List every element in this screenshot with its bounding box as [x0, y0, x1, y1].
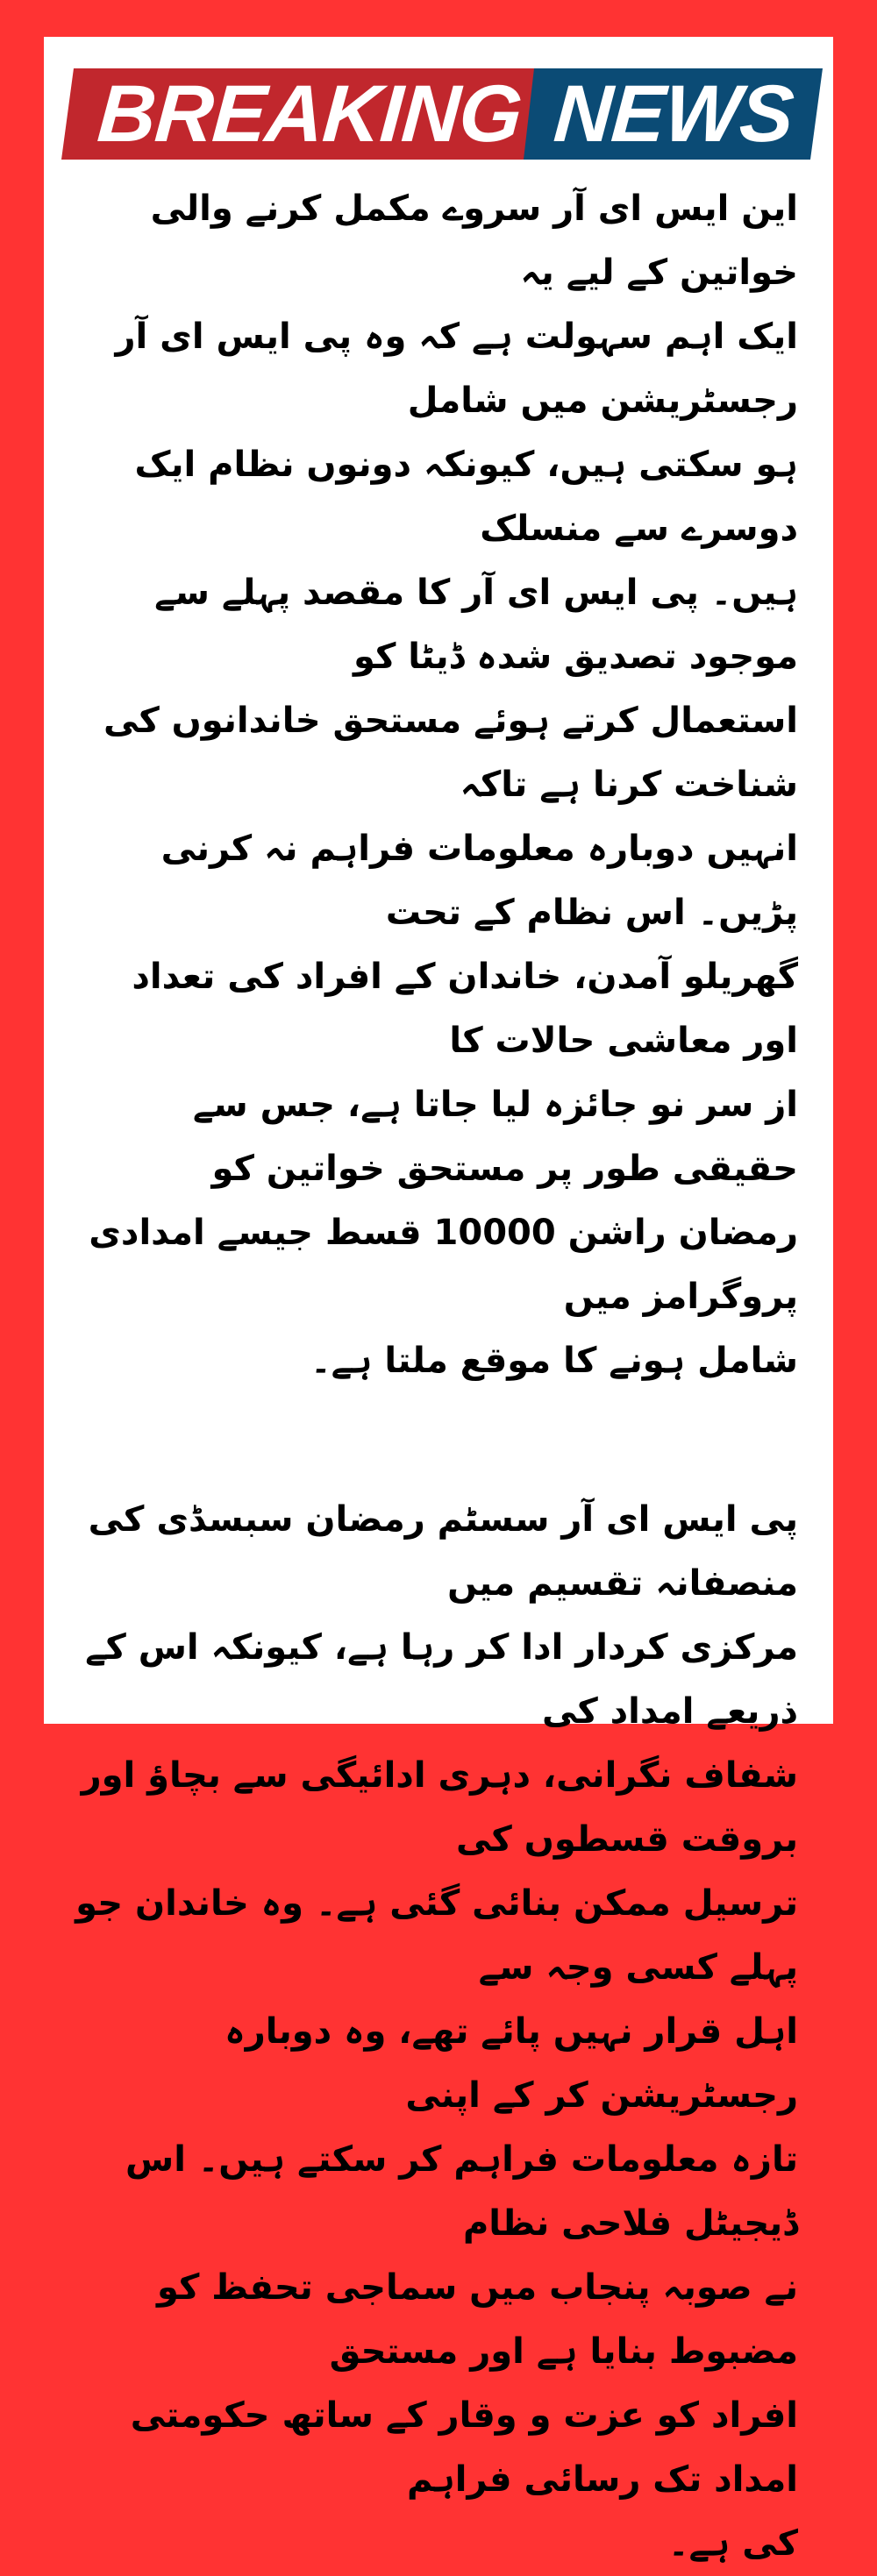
- text-line: ہو سکتی ہیں، کیونکہ دونوں نظام ایک دوسرے سے منسلک: [134, 445, 798, 549]
- text-line: ہیں۔ پی ایس ای آر کا مقصد پہلے سے موجود تصدیق شدہ ڈیٹا کو: [154, 573, 798, 677]
- banner-breaking-label: BREAKING: [95, 69, 524, 159]
- text-line: پی ایس ای آر سسٹم رمضان سبسڈی کی منصفانہ تقسیم میں: [88, 1499, 798, 1604]
- text-line: گھریلو آمدن، خاندان کے افراد کی تعداد اور معاشی حالات کا: [132, 957, 798, 1061]
- paragraph-2: [70, 1488, 798, 2576]
- text-line: اہل قرار نہیں پائے تھے، وہ دوبارہ رجسٹریشن کر کے اپنی: [225, 2011, 798, 2116]
- text-line: کی ہے۔: [668, 2523, 798, 2564]
- text-line: انہیں دوبارہ معلومات فراہم نہ کرنی پڑیں۔ اس نظام کے تحت: [160, 829, 798, 933]
- text-line: ایک اہم سہولت ہے کہ وہ پی ایس ای آر رجسٹریشن میں شامل: [115, 317, 798, 421]
- paragraph-1: [70, 177, 798, 1393]
- news-card: [44, 37, 833, 2564]
- text-line: استعمال کرتے ہوئے مستحق خاندانوں کی شناخت کرنا ہے تاکہ: [103, 701, 798, 805]
- text-line: شفاف نگرانی، دہری ادائیگی سے بچاؤ اور بروقت قسطوں کی: [81, 1755, 798, 1860]
- text-line: افراد کو عزت و وقار کے ساتھ حکومتی امداد تک رسائی فراہم: [130, 2395, 798, 2500]
- text-line: مرکزی کردار ادا کر رہا ہے، کیونکہ اس کے ذریعے امداد کی: [85, 1627, 798, 1732]
- text-line: شامل ہونے کا موقع ملتا ہے۔: [310, 1341, 798, 1381]
- text-line: تازہ معلومات فراہم کر سکتے ہیں۔ اس ڈیجیٹل فلاحی نظام: [125, 2139, 798, 2244]
- breaking-news-banner: [61, 68, 823, 160]
- text-line: از سر نو جائزہ لیا جاتا ہے، جس سے حقیقی طور پر مستحق خواتین کو: [192, 1085, 798, 1189]
- article-body: [70, 177, 798, 2576]
- banner-news-label: NEWS: [551, 69, 796, 159]
- text-line: این ایس ای آر سروے مکمل کرنے والی خواتین کے لیے یہ: [150, 189, 798, 293]
- text-line: ترسیل ممکن بنائی گئی ہے۔ وہ خاندان جو پہلے کسی وجہ سے: [75, 1883, 798, 1988]
- text-line: نے صوبہ پنجاب میں سماجی تحفظ کو مضبوط بنایا ہے اور مستحق: [157, 2267, 798, 2372]
- text-line: رمضان راشن 10000 قسط جیسے امدادی پروگرامز میں: [89, 1213, 798, 1317]
